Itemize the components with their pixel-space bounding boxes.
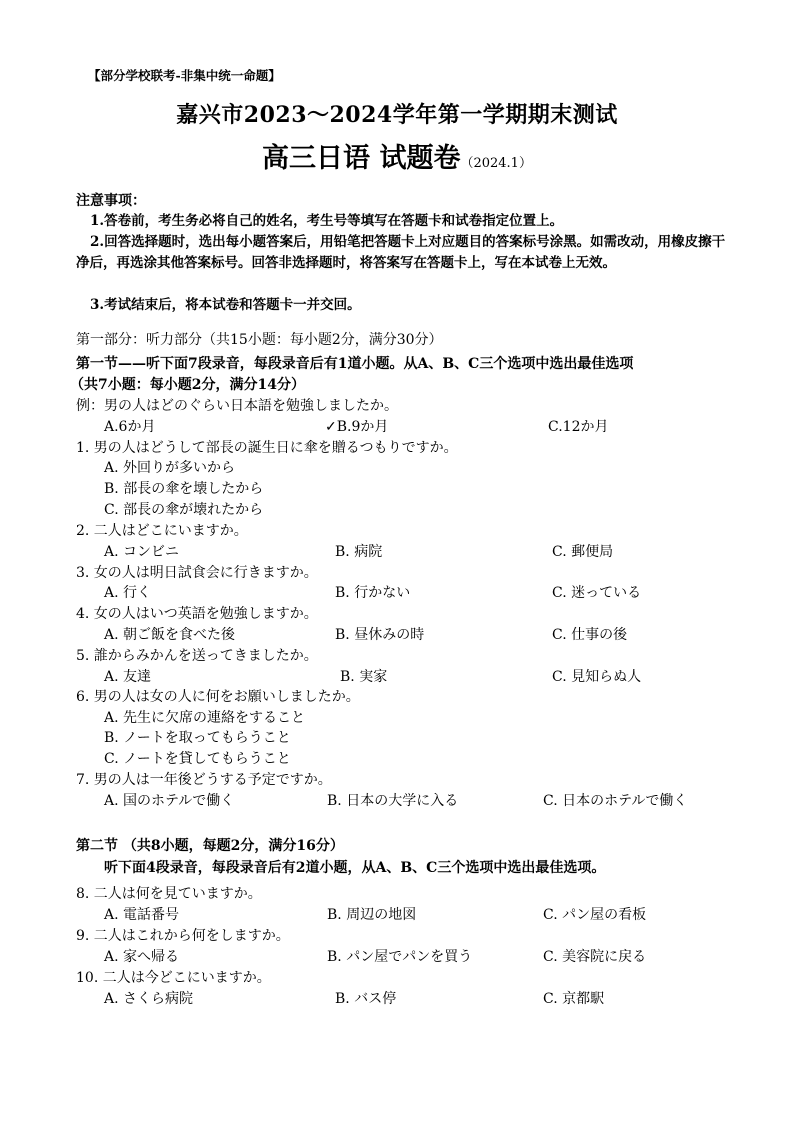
exam-date: （2024.1）	[460, 156, 532, 171]
q10-option-b: B. バス停	[335, 991, 397, 1007]
q10-option-a: A. さくら病院	[104, 991, 194, 1007]
q4-option-c: C. 仕事の後	[552, 627, 628, 643]
section2-heading: 第二节 （共8小题，每题2分，满分16分）	[76, 838, 344, 854]
section2-instruction: 听下面4段录音，每段录音后有2道小题，从A、B、C三个选项中选出最佳选项。	[104, 860, 606, 876]
section1-scoring: （共7小题：每小题2分，满分14分）	[70, 377, 305, 393]
q5-option-c: C. 見知らぬ人	[552, 669, 642, 685]
q3-option-b: B. 行かない	[335, 585, 411, 601]
question-8: 8. 二人は何を見ていますか。	[76, 886, 262, 902]
q2-option-c: C. 郵便局	[552, 544, 614, 560]
q9-option-a: A. 家へ帰る	[104, 949, 180, 965]
q6-option-a: A. 先生に欠席の連絡をすること	[104, 710, 306, 726]
q7-option-a: A. 国のホテルで働く	[104, 793, 235, 809]
part1-heading: 第一部分：听力部分（共15小题：每小题2分，满分30分）	[76, 332, 443, 348]
q8-option-c: C. パン屋の看板	[543, 907, 647, 923]
q6-option-c: C. ノートを貸してもらうこと	[104, 751, 291, 767]
q3-option-c: C. 迷っている	[552, 585, 642, 601]
question-2: 2. 二人はどこにいますか。	[76, 523, 248, 539]
q1-option-a: A. 外回りが多いから	[104, 460, 236, 476]
example-option-c: C.12か月	[548, 419, 609, 435]
subtitle-text: 高三日语 试题卷	[262, 143, 461, 174]
example-option-b: ✓B.9か月	[325, 419, 389, 435]
q8-option-b: B. 周辺の地図	[327, 907, 417, 923]
question-3: 3. 女の人は明日試食会に行きますか。	[76, 565, 318, 581]
notes-heading: 注意事项：	[76, 193, 146, 209]
q9-option-c: C. 美容院に戻る	[543, 949, 647, 965]
q5-option-b: B. 実家	[340, 669, 388, 685]
question-4: 4. 女の人はいつ英語を勉強しますか。	[76, 606, 318, 622]
q7-option-c: C. 日本のホテルで働く	[543, 793, 688, 809]
exam-title: 嘉兴市2023～2024学年第一学期期末测试	[176, 102, 618, 128]
question-9: 9. 二人はこれから何をしますか。	[76, 928, 290, 944]
q1-option-b: B. 部長の傘を壊したから	[104, 481, 264, 497]
q9-option-b: B. パン屋でパンを買う	[327, 949, 473, 965]
note-item-1: 1.答卷前，考生务必将自己的姓名，考生号等填写在答题卡和试卷指定位置上。	[90, 213, 564, 229]
q2-option-a: A. コンビニ	[104, 544, 180, 560]
question-1: 1. 男の人はどうして部長の誕生日に傘を贈るつもりですか。	[76, 440, 458, 456]
exam-tag: 【部分学校联考-非集中统一命题】	[88, 68, 281, 83]
example-option-a: A.6か月	[104, 419, 156, 435]
question-6: 6. 男の人は女の人に何をお願いしましたか。	[76, 689, 360, 705]
question-7: 7. 男の人は一年後どうする予定ですか。	[76, 772, 332, 788]
section1-instruction: 第一节——听下面7段录音，每段录音后有1道小题。从A、B、C三个选项中选出最佳选项	[76, 356, 634, 372]
exam-subtitle	[0, 136, 794, 175]
note-item-3: 3.考试结束后，将本试卷和答题卡一并交回。	[90, 297, 361, 313]
note-item-2: 2.回答选择题时，选出每小题答案后，用铅笔把答题卡上对应题目的答案标号涂黑。如需改动，用橡皮擦干净后，再选涂其他答案标号。回答非选择题时，将答案写在答题卡上，写在本试卷上无效。	[76, 234, 726, 271]
q7-option-b: B. 日本の大学に入る	[327, 793, 459, 809]
q4-option-a: A. 朝ご飯を食べた後	[104, 627, 236, 643]
q6-option-b: B. ノートを取ってもらうこと	[104, 730, 291, 746]
question-10: 10. 二人は今どこにいますか。	[76, 970, 271, 986]
q2-option-b: B. 病院	[335, 544, 383, 560]
q4-option-b: B. 昼休みの時	[335, 627, 425, 643]
example-question: 例：男の人はどのぐらい日本語を勉強しましたか。	[76, 398, 398, 414]
q10-option-c: C. 京都駅	[543, 991, 605, 1007]
q5-option-a: A. 友達	[104, 669, 152, 685]
question-5: 5. 誰からみかんを送ってきましたか。	[76, 648, 318, 664]
q1-option-c: C. 部長の傘が壊れたから	[104, 502, 264, 518]
q3-option-a: A. 行く	[104, 585, 152, 601]
q8-option-a: A. 電話番号	[104, 907, 180, 923]
